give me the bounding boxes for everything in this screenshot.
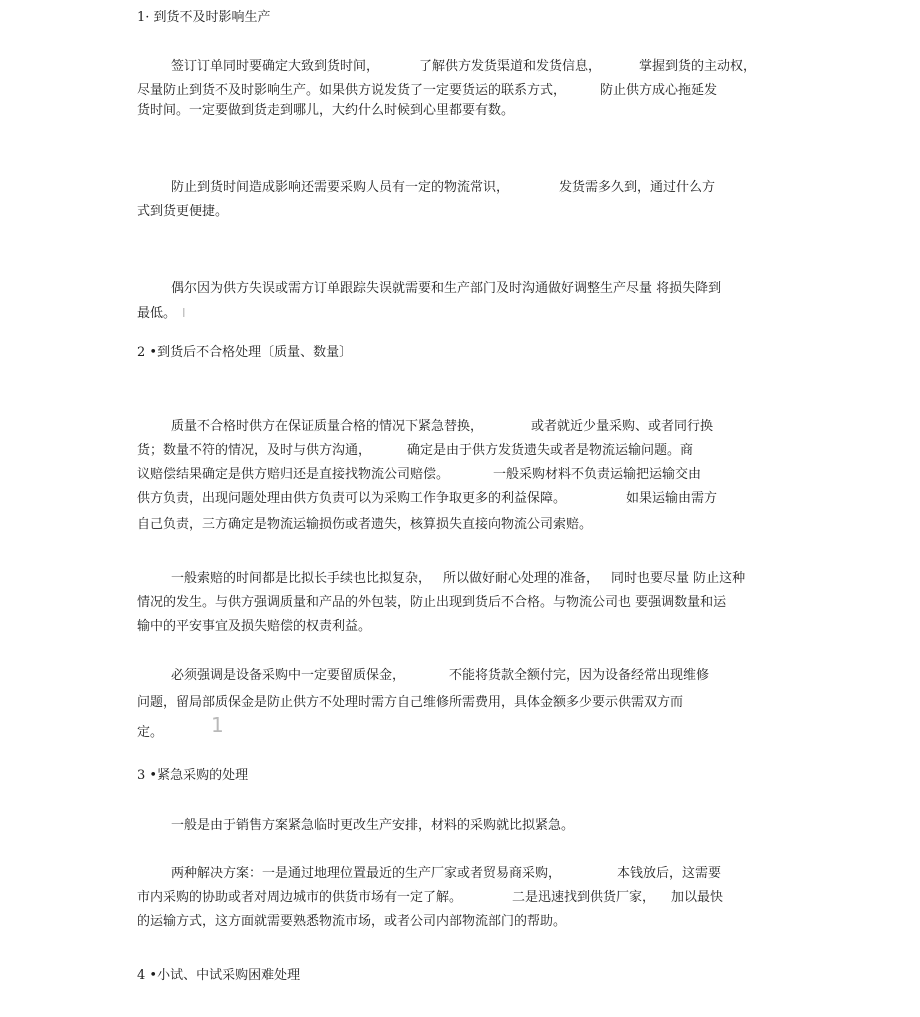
text-line [137, 301, 787, 325]
text-run: 议赔偿结果确定是供方赔归还是直接找物流公司赔偿。 [137, 467, 450, 482]
cursor-mark: I [182, 306, 186, 320]
text-line [137, 567, 787, 591]
section-1-heading: 1· 到货不及时影响生产 [137, 10, 271, 25]
page-number-mark: 1 [211, 713, 224, 737]
text-line [137, 664, 787, 688]
text-run: 定。 [137, 725, 164, 740]
section-2-paragraph-1 [137, 415, 787, 537]
section-1-paragraph-3 [137, 277, 787, 325]
text-run: 所以做好耐心处理的准备， [443, 571, 600, 586]
text-run: 或者就近少量采购、或者同行换 [531, 419, 714, 434]
text-line [137, 713, 787, 741]
text-run: 最低。 [137, 306, 177, 321]
text-run: 如果运输由需方 [626, 491, 718, 506]
text-line [137, 463, 787, 487]
text-line: 一般是由于销售方案紧急临时更改生产安排，材料的采购就比拟紧急。 [171, 818, 575, 833]
text-run: 签订订单同时要确定大致到货时间， [171, 59, 380, 74]
text-line [137, 862, 787, 886]
section-1-paragraph-2 [137, 176, 787, 224]
text-line: 式到货更便捷。 [137, 204, 229, 219]
text-run: 二是迅速找到供货厂家， [512, 890, 656, 905]
section-2-paragraph-2 [137, 567, 787, 639]
text-run: 加以最快 [671, 890, 724, 905]
text-run: 掌握到货的主动权， [639, 59, 757, 74]
section-3-heading: 3 •紧急采购的处理 [137, 768, 249, 783]
text-run: 一般索赔的时间都是比拟长手续也比拟复杂， [171, 571, 432, 586]
text-run: 市内采购的协助或者对周边城市的供货市场有一定了解。 [137, 890, 463, 905]
text-line [137, 487, 787, 511]
text-line [137, 176, 787, 200]
text-run: 尽量防止到货不及时影响生产。如果供方说发货了一定要货运的联系方式， [137, 83, 567, 98]
text-run: 两种解决方案：一是通过地理位置最近的生产厂家或者贸易商采购， [171, 866, 562, 881]
text-line: 偶尔因为供方失误或需方订单跟踪失误就需要和生产部门及时沟通做好调整生产尽量 将损失降到 [171, 281, 722, 296]
text-line: 情况的发生。与供方强调质量和产品的外包装，防止出现到货后不合格。与物流公司也 要强调数量和运 [137, 595, 727, 610]
text-run: 防止到货时间造成影响还需要采购人员有一定的物流常识， [171, 180, 510, 195]
text-run: 发货需多久到，通过什么方 [559, 180, 716, 195]
text-line: 问题，留局部质保金是防止供方不处理时需方自己维修所需费用，具体金额多少要示供需双方而 [137, 695, 684, 710]
text-line: 货时间。一定要做到货走到哪儿，大约什么时候到心里都要有数。 [137, 103, 515, 118]
section-3-paragraph-1 [137, 814, 787, 838]
section-2-paragraph-3 [137, 664, 787, 741]
text-run: 防止供方成心拖延发 [600, 83, 718, 98]
section-3-paragraph-2 [137, 862, 787, 934]
text-line [137, 55, 787, 79]
text-run: 供方负责，出现问题处理由供方负责可以为采购工作争取更多的利益保障。 [137, 491, 567, 506]
text-line [137, 439, 787, 463]
text-line: 的运输方式，这方面就需要熟悉物流市场，或者公司内部物流部门的帮助。 [137, 914, 567, 929]
text-run: 了解供方发货渠道和发货信息， [419, 59, 602, 74]
text-line [137, 886, 787, 910]
section-4-heading: 4 •小试、中试采购困难处理 [137, 968, 301, 983]
section-2-heading: 2 •到货后不合格处理〔质量、数量〕 [137, 345, 353, 360]
text-run: 确定是由于供方发货遗失或者是物流运输问题。商 [407, 443, 694, 458]
text-line: 自己负责，三方确定是物流运输损伤或者遗失，核算损失直接向物流公司索赔。 [137, 517, 593, 532]
text-line: 输中的平安事宜及损失赔偿的权责利益。 [137, 619, 372, 634]
text-run: 不能将货款全额付完，因为设备经常出现维修 [449, 668, 710, 683]
text-line [137, 415, 787, 439]
text-run: 同时也要尽量 防止这种 [611, 571, 746, 586]
text-run: 质量不合格时供方在保证质量合格的情况下紧急替换， [171, 419, 484, 434]
text-run: 一般采购材料不负责运输把运输交由 [493, 467, 702, 482]
section-1-paragraph-1 [137, 55, 787, 123]
text-run: 货；数量不符的情况，及时与供方沟通， [137, 443, 372, 458]
text-run: 必须强调是设备采购中一定要留质保金， [171, 668, 406, 683]
text-run: 本钱放后，这需要 [617, 866, 722, 881]
